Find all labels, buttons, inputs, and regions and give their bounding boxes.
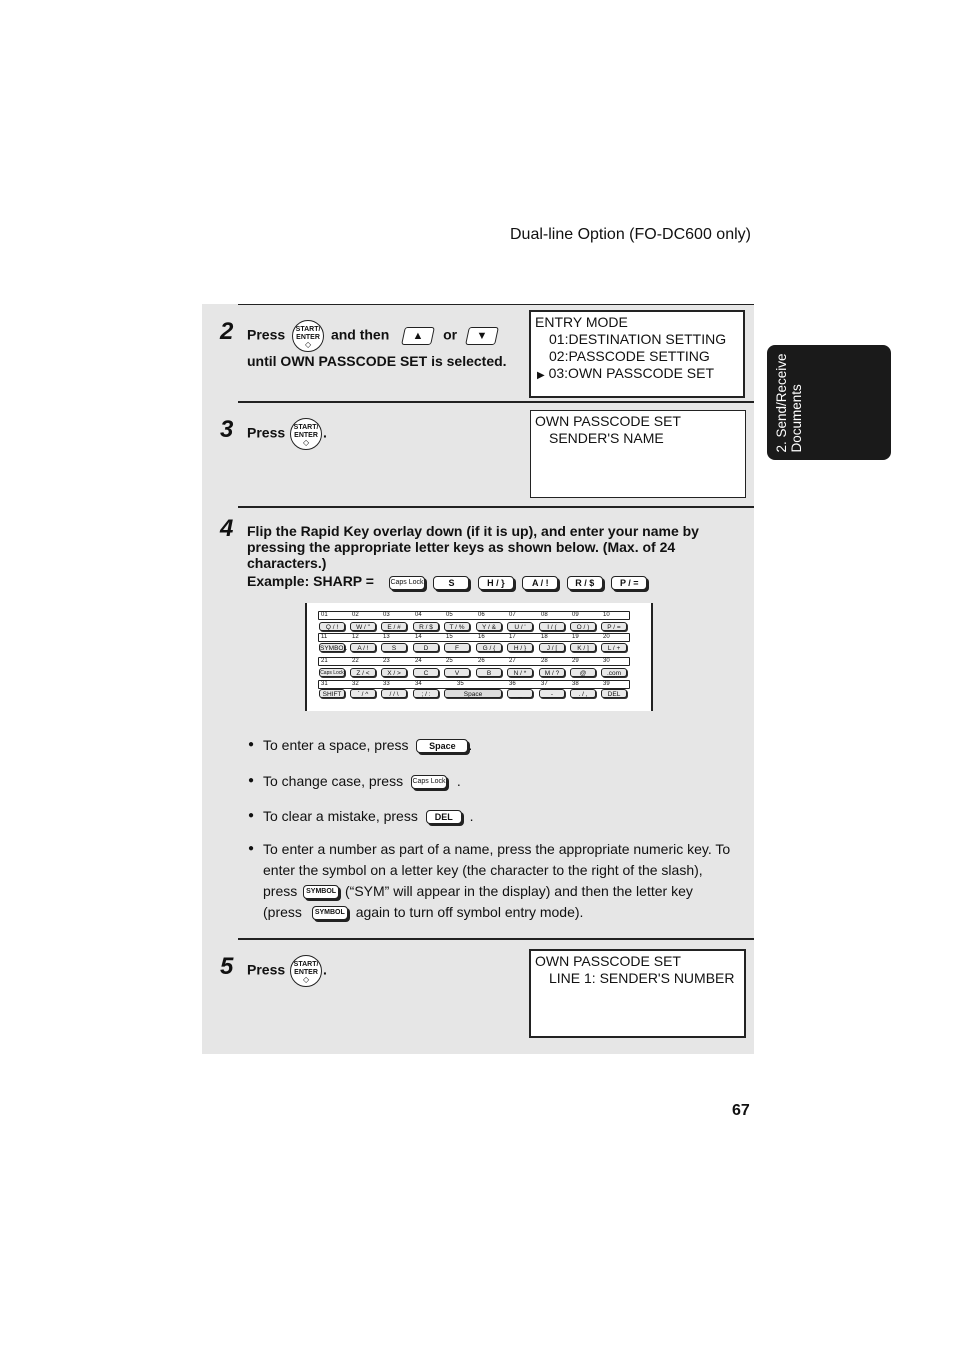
pointer-icon: ▶: [537, 370, 545, 381]
bullet-number: To enter a number as part of a name, press the appropriate numeric key. To enter the symbol on a letter key (the character to the right of the slash), press SYMBOL (“SYM” will appear in the display) and then the letter key (press SYMBOL again to turn off symbol entry mode).: [263, 841, 731, 920]
a-key: A / !: [522, 576, 558, 590]
key-number: 10: [603, 612, 610, 618]
step-number: 3: [220, 416, 234, 443]
rapid-key: P / =: [601, 622, 627, 631]
rapid-key: I / (: [539, 622, 565, 631]
key-number-strip: [318, 633, 630, 642]
rapid-key: K / ]: [570, 643, 596, 652]
rapid-key: O / ): [570, 622, 596, 631]
rapid-key: ` / ^: [350, 689, 376, 698]
rapid-key: D: [413, 643, 439, 652]
key-number: 23: [383, 658, 390, 664]
caps-lock-key: Caps Lock: [389, 576, 425, 590]
key-number: 36: [509, 681, 516, 687]
rapid-key: R / $: [413, 622, 439, 631]
rapid-key: -: [539, 689, 565, 698]
key-number: 22: [352, 658, 359, 664]
bullet-icon: ●: [248, 843, 255, 854]
down-arrow-key-icon: ▼: [465, 327, 499, 345]
key-number: 39: [603, 681, 610, 687]
key-number-strip: [318, 611, 630, 620]
key-number: 05: [446, 612, 453, 618]
rapid-key: Space: [444, 689, 502, 698]
key-number: 33: [383, 681, 390, 687]
rapid-key: X / >: [381, 668, 407, 677]
key-number-strip: [318, 680, 630, 689]
example-key-sequence: [389, 574, 647, 592]
rapid-key: Caps Lock: [320, 670, 344, 676]
rapid-key: DEL: [601, 689, 627, 698]
bullet-icon: ●: [248, 739, 255, 750]
key-number: 38: [572, 681, 579, 687]
section-tab-label: 2. Send/Receive Documents: [774, 353, 804, 453]
key-number: 06: [478, 612, 485, 618]
up-arrow-key-icon: ▲: [401, 327, 435, 345]
step-number: 2: [220, 318, 234, 345]
key-number: 12: [352, 634, 359, 640]
symbol-key: SYMBOL: [303, 885, 339, 899]
rapid-key: @: [570, 668, 596, 677]
key-number: 32: [352, 681, 359, 687]
section-tab: [767, 345, 891, 460]
bullet-space: To enter a space, press Space .: [263, 737, 473, 753]
key-number: 37: [541, 681, 548, 687]
start-enter-button: START/ ENTER ◇: [292, 320, 324, 352]
step-number: 5: [220, 953, 234, 980]
p-key: P / =: [611, 576, 647, 590]
bullet-case: To change case, press Caps Lock .: [263, 773, 461, 789]
key-number: 13: [383, 634, 390, 640]
rapid-key: M / ?: [539, 668, 565, 677]
rapid-key: U / ': [507, 622, 533, 631]
key-number-strip: [318, 657, 630, 666]
lcd-display: OWN PASSCODE SET LINE 1: SENDER'S NUMBER: [529, 949, 746, 1038]
key-number: 14: [415, 634, 422, 640]
bullet-clear: To clear a mistake, press DEL .: [263, 808, 474, 824]
key-number: 26: [478, 658, 485, 664]
rapid-key: L / +: [601, 643, 627, 652]
page-header-title: Dual-line Option (FO-DC600 only): [510, 226, 751, 243]
key-number: 29: [572, 658, 579, 664]
rapid-key: SHIFT: [319, 689, 345, 698]
start-enter-button: START/ ENTER ◇: [290, 955, 322, 987]
key-number: 21: [321, 658, 328, 664]
space-key: Space: [416, 739, 468, 753]
rapid-key: V: [444, 668, 470, 677]
start-enter-button: START/ ENTER ◇: [290, 418, 322, 450]
key-number: 24: [415, 658, 422, 664]
rapid-key: S: [381, 643, 407, 652]
step2-instruction: Press START/ ENTER ◇ and then ▲ or ▼: [247, 320, 497, 352]
key-number: 31: [321, 681, 328, 687]
rapid-key: Q / !: [319, 622, 345, 631]
rapid-key: .com: [601, 668, 627, 677]
rapid-key: Y / &: [476, 622, 502, 631]
step4-instruction: Flip the Rapid Key overlay down (if it is up), and enter your name by pressing the appropriate letter keys as shown below. (Max. of 24 characters.): [247, 523, 699, 571]
rapid-key: Z / <: [350, 668, 376, 677]
key-number: 09: [572, 612, 579, 618]
key-number: 02: [352, 612, 359, 618]
step5-instruction: Press START/ ENTER ◇ .: [247, 955, 327, 987]
rapid-key: J / [: [539, 643, 565, 652]
key-number: 19: [572, 634, 579, 640]
key-number: 30: [603, 658, 610, 664]
rapid-key: T / %: [444, 622, 470, 631]
rapid-key: ; / :: [413, 689, 439, 698]
rapid-key: H / }: [507, 643, 533, 652]
step3-instruction: Press START/ ENTER ◇ .: [247, 418, 327, 450]
key-number: 01: [321, 612, 328, 618]
key-number: 16: [478, 634, 485, 640]
divider: [238, 506, 754, 508]
rapid-key: F: [444, 643, 470, 652]
key-number: 18: [541, 634, 548, 640]
rapid-key-overlay: [305, 603, 653, 711]
step-number: 4: [220, 515, 234, 542]
rapid-key: . / ,: [570, 689, 596, 698]
key-number: 35: [457, 681, 464, 687]
key-number: 11: [321, 634, 328, 640]
rapid-key: G / {: [476, 643, 502, 652]
h-key: H / }: [478, 576, 514, 590]
rapid-key: E / #: [381, 622, 407, 631]
example-label: Example: SHARP =: [247, 573, 374, 589]
key-number: 08: [541, 612, 548, 618]
rapid-key: / / \: [381, 689, 407, 698]
divider: [238, 401, 754, 403]
rapid-key: C: [413, 668, 439, 677]
key-number: 07: [509, 612, 516, 618]
rapid-key: B: [476, 668, 502, 677]
key-number: 25: [446, 658, 453, 664]
rapid-key: A / !: [350, 643, 376, 652]
divider: [238, 304, 754, 305]
bullet-icon: ●: [248, 775, 255, 786]
key-number: 17: [509, 634, 516, 640]
key-number: 34: [415, 681, 422, 687]
page-number: 67: [732, 1102, 750, 1119]
rapid-key: SYMBOL: [320, 645, 348, 652]
divider: [238, 938, 754, 940]
r-key: R / $: [567, 576, 603, 590]
rapid-key: _: [507, 689, 533, 698]
key-number: 20: [603, 634, 610, 640]
lcd-display: ENTRY MODE 01:DESTINATION SETTING 02:PASSCODE SETTING ▶ 03:OWN PASSCODE SET: [529, 310, 745, 398]
lcd-display: OWN PASSCODE SET SENDER'S NAME: [530, 410, 746, 498]
key-number: 04: [415, 612, 422, 618]
rapid-key: N / *: [507, 668, 533, 677]
rapid-key: W / ": [350, 622, 376, 631]
key-number: 28: [541, 658, 548, 664]
symbol-key: SYMBOL: [312, 906, 348, 920]
key-number: 27: [509, 658, 516, 664]
del-key: DEL: [426, 810, 462, 824]
key-number: 03: [383, 612, 390, 618]
s-key: S: [433, 576, 469, 590]
step2-instruction-line2: until OWN PASSCODE SET is selected.: [247, 353, 507, 369]
bullet-icon: ●: [248, 810, 255, 821]
caps-lock-key: Caps Lock: [411, 775, 447, 789]
key-number: 15: [446, 634, 453, 640]
